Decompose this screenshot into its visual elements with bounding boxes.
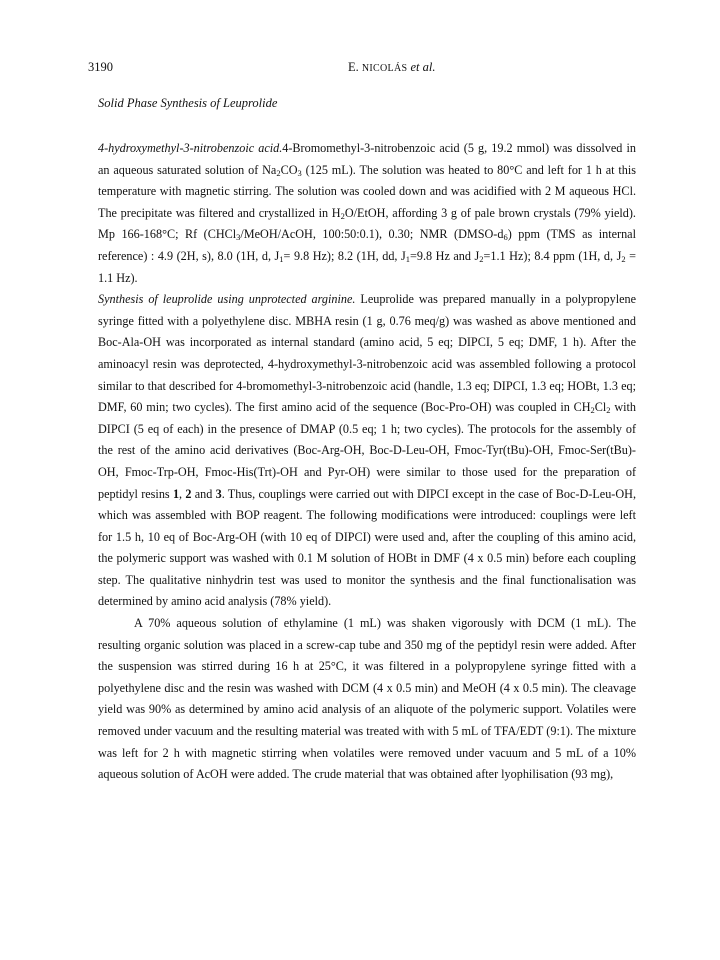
author-surname: NICOLÁS (361, 63, 408, 74)
running-title (348, 60, 435, 75)
author-suffix: et al. (407, 60, 436, 74)
paragraph-heading: 4-hydroxymethyl-3-nitrobenzoic acid. (98, 141, 283, 155)
author-initial: E. (348, 60, 362, 74)
body-text (98, 138, 636, 786)
section-title: Solid Phase Synthesis of Leuprolide (98, 96, 278, 110)
page-number: 3190 (88, 60, 113, 74)
paragraph-hydroxymethyl: 4-hydroxymethyl-3-nitrobenzoic acid.4-Bromomethyl-3-nitrobenzoic acid (5 g, 19.2 mmol) was dissolved in an aqueous saturated solution of $Na_2CO_3$ (125 mL). The solution was heated to 80°C and left for 1 h at this temperature with magnetic stirring. The solution was cooled down and was acidified with 2 M aqueous HCl. The precipitate was filtered and crystallized in $H_2O$/EtOH, affording 3 g of pale brown crystals (79% yield). Mp 166-168°C; Rf (CHCl$_3$/MeOH/AcOH, 100:50:0.1), 0.30; NMR $(DMSO-d_6)$ ppm (TMS as internal reference) : 4.9 (2H, s), 8.0 (1H, d, $J_1= 9.8$ Hz); 8.2 (1H, dd, $J_1=9.8$ Hz and $J_2=1.1$ Hz); 8.4 ppm (1H, d, $J_2 = 1.1$ Hz). (98, 141, 636, 285)
running-header (88, 60, 640, 76)
paragraph-leuprolide-synthesis: Synthesis of leuprolide using unprotected arginine. Leuprolide was prepared manually in a polypropylene syringe fitted with a polyethylene disc. MBHA resin (1 g, 0.76 meq/g) was washed as above mentioned and Boc-Ala-OH was incorporated as internal standard (amino acid, 5 eq; DIPCI, 5 eq; DMF, 1 h). After the aminoacyl resin was deprotected, 4-hydroxymethyl-3-nitrobenzoic acid was assembled following a protocol similar to that described for 4-bromomethyl-3-nitrobenzoic acid (handle, 1.3 eq; DIPCI, 1.3 eq; HOBt, 1.3 eq; DMF, 60 min; two cycles). The first amino acid of the sequence (Boc-Pro-OH) was coupled in $CH_2Cl_2$ with DIPCI (5 eq of each) in the presence of DMAP (0.5 eq; 1 h; two cycles). The protocols for the assembly of the rest of the amino acid derivatives (Boc-Arg-OH, Boc-D-Leu-OH, Fmoc-Tyr(tBu)-OH, Fmoc-Ser(tBu)-OH, Fmoc-Trp-OH, Fmoc-His(Trt)-OH and Pyr-OH) were similar to those used for the preparation of peptidyl resins 1, 2 and 3. Thus, couplings were carried out with DIPCI except in the case of Boc-D-Leu-OH, which was assembled with BOP reagent. The following modifications were introduced: couplings were left for 1.5 h, 10 eq of Boc-Arg-OH (with 10 eq of DIPCI) were used and, after the coupling of this amino acid, the polymeric support was washed with 0.1 M solution of HOBt in DMF (4 x 0.5 min) before each coupling step. The qualitative ninhydrin test was used to monitor the synthesis and the final functionalisation was determined by amino acid analysis (78% yield). (98, 292, 636, 609)
paragraph-heading: Synthesis of leuprolide using unprotected arginine. (98, 292, 356, 307)
paragraph-ethylamine-cleavage: A 70% aqueous solution of ethylamine (1 mL) was shaken vigorously with DCM (1 mL). The resulting organic solution was placed in a screw-cap tube and 350 mg of the peptidyl resin were added. After the suspension was stirred during 16 h at 25°C, it was filtered in a polypropylene syringe fitted with a polyethylene disc and the resin was washed with DCM (4 x 0.5 min) and MeOH (4 x 0.5 min). The cleavage yield was 90% as determined by amino acid analysis of an aliquote of the polymeric support. Volatiles were removed under vacuum and the resulting material was treated with with 5 mL of TFA/EDT (9:1). The mixture was left for 2 h with magnetic stirring when volatiles were removed under vacuum and 5 mL of a 10% aqueous solution of AcOH were added. The crude material that was obtained after lyophilisation (93 mg), (98, 616, 636, 782)
